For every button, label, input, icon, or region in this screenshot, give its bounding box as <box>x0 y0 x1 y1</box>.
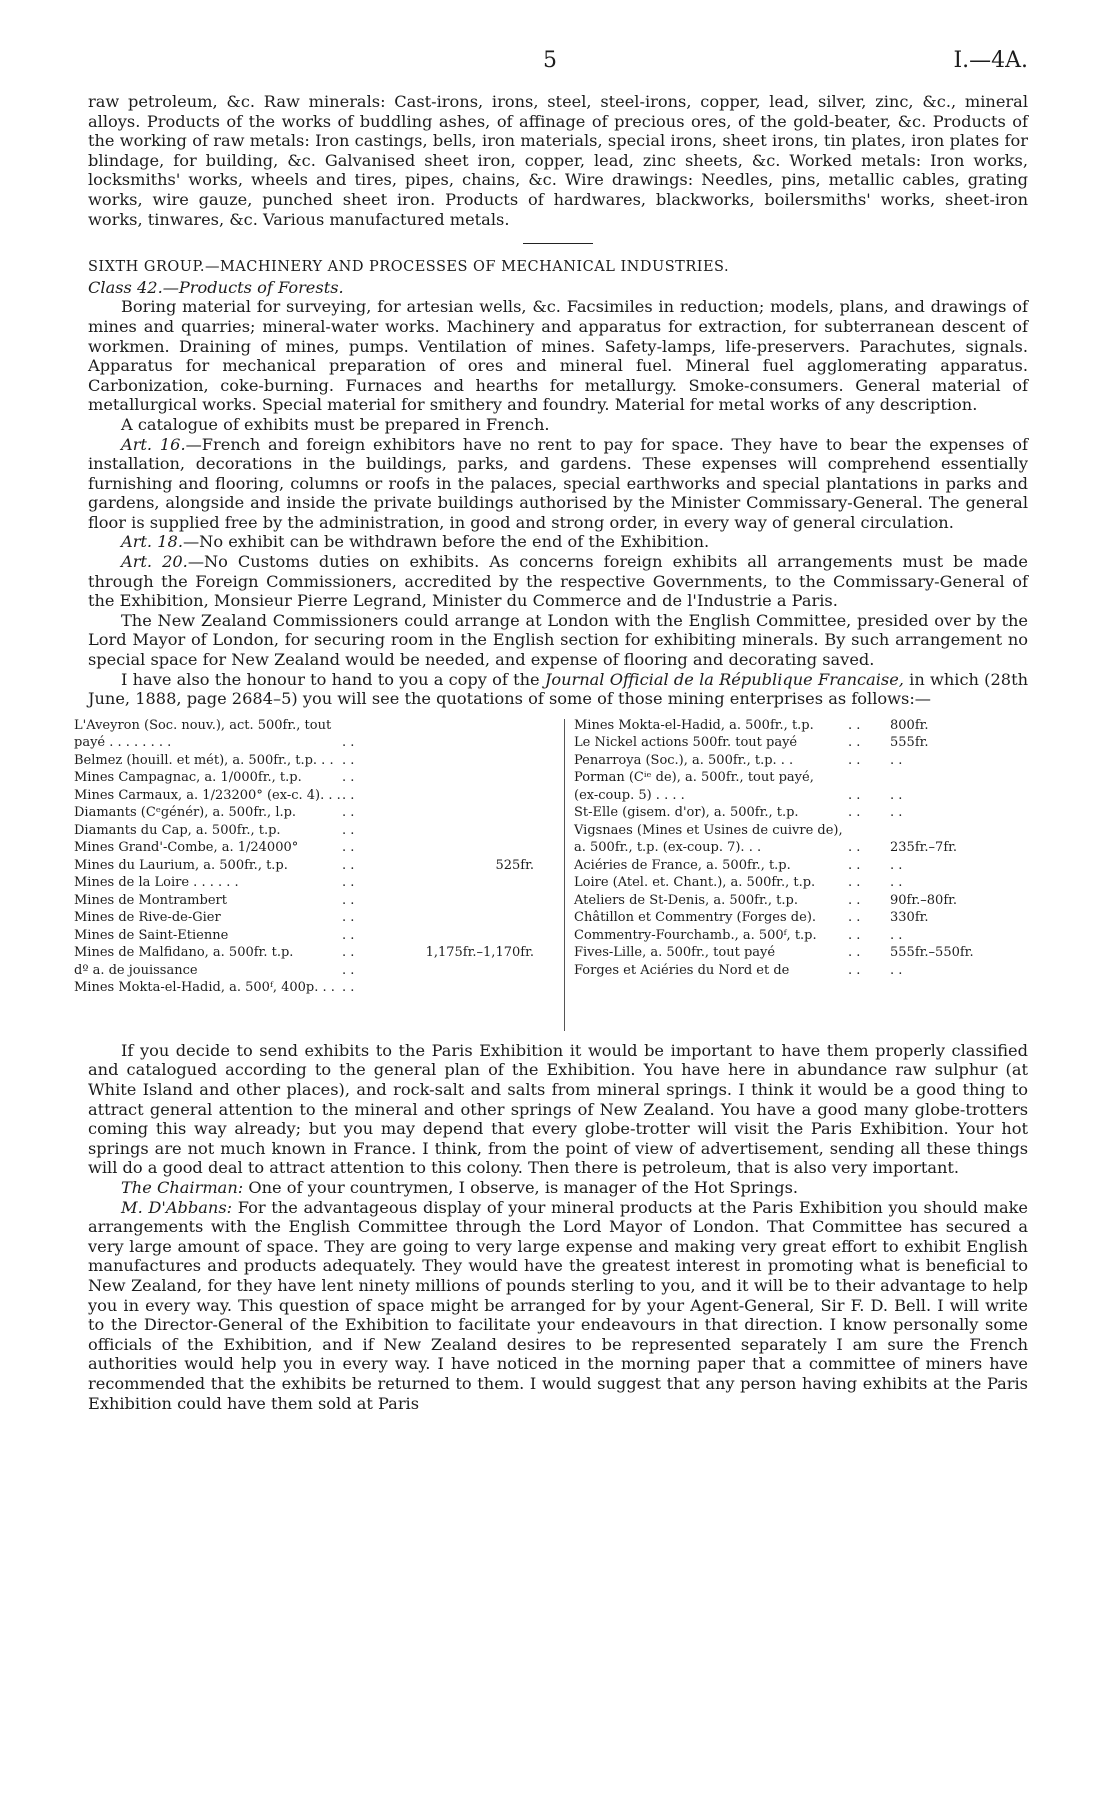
group-heading: SIXTH GROUP.—MACHINERY AND PROCESSES OF MECHANICAL INDUSTRIES. <box>88 259 730 276</box>
quotation-row <box>74 769 534 787</box>
quotation-row <box>574 839 1056 857</box>
quotation-row <box>74 717 534 735</box>
quoted-price: . . <box>890 857 903 873</box>
paragraph-dabbans <box>88 1198 1028 1414</box>
column-divider <box>564 719 565 1031</box>
speaker-label: M. D'Abbans: <box>121 1197 233 1217</box>
quotation-row <box>74 927 534 945</box>
company-name: L'Aveyron (Soc. nouv.), act. 500fr., tout <box>74 717 332 733</box>
paragraph-raw-minerals: raw petroleum, &c. Raw minerals: Cast-irons, irons, steel, steel-irons, copper, lead, silver, zinc, &c., mineral alloys. Products of the works of buddling ashes, of affinage of precious ores, of the gold-beater, &c. Products of the working of raw metals: Iron castings, bells, iron materials, special irons, sheet irons, tin plates, iron plates for blindage, for building, &c. Galvanised sheet iron, copper, lead, zinc sheets, &c. Worked metals: Iron works, locksmiths' works, wheels and tires, pipes, chains, &c. Wire drawings: Needles, pins, metallic cables, grating works, wire gauze, punched sheet iron. Products of hardwares, blackworks, boilersmiths' works, sheet-iron works, tinwares, &c. Various manufactured metals. <box>88 92 1028 229</box>
article-label: Art. 16. <box>121 434 186 454</box>
leader-dots: . . <box>342 787 355 803</box>
leader-dots: . . <box>342 980 355 996</box>
paragraph-art-16 <box>88 435 1028 533</box>
quoted-price: 90fr.–80fr. <box>890 892 958 908</box>
quotation-row <box>574 944 1056 962</box>
quotation-row <box>74 839 534 857</box>
quotation-row <box>74 944 534 962</box>
leader-dots: . . <box>342 927 355 943</box>
quoted-price: . . <box>890 875 903 891</box>
leader-dots: . . <box>342 945 355 961</box>
company-name: Aciéries de France, a. 500fr., t.p. <box>574 857 791 873</box>
class-heading: Class 42.—Products of Forests. <box>88 277 344 297</box>
quoted-price: . . <box>890 787 903 803</box>
company-name: Mines Grand'-Combe, a. 1/24000° <box>74 840 299 856</box>
document-reference: I.—4A. <box>953 48 1028 73</box>
quotation-row <box>574 857 1056 875</box>
article-text: —No Customs duties on exhibits. As concerns foreign exhibits all arrangements must be made through the Foreign Commissioners, accredited by the respective Governments, to the Commissary-General of the Exhibition, Monsieur Pierre Legrand, Minister du Commerce and de l'Industrie a Paris. <box>88 552 1028 611</box>
company-name: Commentry-Fourchamb., a. 500ᶠ, t.p. <box>574 927 817 943</box>
company-name: Mines du Laurium, a. 500fr., t.p. <box>74 857 288 873</box>
company-name: Mines de Montrambert <box>74 892 227 908</box>
paragraph-machinery: Boring material for surveying, for artesian wells, &c. Facsimiles in reduction; models, plans, and drawings of mines and quarries; mineral-water works. Machinery and apparatus for extraction, for subterranean descent of workmen. Draining of mines, pumps. Ventilation of mines. Safety-lamps, life-preservers. Parachutes, signals. Apparatus for mechanical preparation of ores and mineral fuel. Mineral fuel agglomerating apparatus. Carbonization, coke-burning. Furnaces and hearths for metallurgy. Smoke-consumers. General material of metallurgical works. Special material for smithery and foundry. Material for metal works of any description. <box>88 297 1028 415</box>
quotation-row <box>574 787 1056 805</box>
leader-dots: . . <box>342 857 355 873</box>
leader-dots: . . <box>342 770 355 786</box>
paragraph-exhibits-advice: If you decide to send exhibits to the Paris Exhibition it would be important to have them properly classified and catalogued according to the general plan of the Exhibition. You have here in abundance raw sulphur (at White Island and other places), and rock-salt and salts from mineral springs. I think it would be a good thing to attract general attention to the mineral and other springs of New Zealand. You have a good many globe-trotters coming this way already; but you may depend that every globe-trotter will visit the Paris Exhibition. Your hot springs are not much known in France. I think, from the point of view of advertisement, sending all these things will do a good deal to attract attention to this colony. Then there is petroleum, that is also very important. <box>88 1040 1028 1178</box>
leader-dots: . . <box>848 945 861 961</box>
leader-dots: . . <box>342 752 355 768</box>
leader-dots: . . <box>848 805 861 821</box>
company-name: Mines Campagnac, a. 1/000fr., t.p. <box>74 770 302 786</box>
quoted-price: 800fr. <box>890 717 929 733</box>
company-name: payé . . . . . . . . <box>74 735 172 751</box>
leader-dots: . . <box>848 962 861 978</box>
leader-dots: . . <box>848 717 861 733</box>
leader-dots: . . <box>848 857 861 873</box>
journal-intro: I have also the honour to hand to you a copy of the <box>121 669 545 689</box>
quotation-row <box>74 962 534 980</box>
quotation-row <box>74 909 534 927</box>
company-name: dº a. de jouissance <box>74 962 198 978</box>
speaker-text: One of your countrymen, I observe, is manager of the Hot Springs. <box>243 1177 799 1197</box>
quotation-row <box>74 857 534 875</box>
speaker-text: For the advantageous display of your mineral products at the Paris Exhibition you should make arrangements with the English Committee through the Lord Mayor of London. That Committee has secured a very large amount of space. They are going to very large expense and making very great effort to exhibit English manufactures and products adequately. They would have the greatest interest in promoting what is beneficial to New Zealand, for they have lent ninety millions of pounds sterling to you, and it will be to their advantage to help you in every way. This question of space might be arranged for by your Agent-General, Sir F. D. Bell. I will write to the Director-General of the Exhibition to facilitate your endeavours in that direction. I know personally some officials of the Exhibition, and if New Zealand desires to be represented separately I am sure the French authorities would help you in every way. I have noticed in the morning paper that a committee of miners have recommended that the exhibits be returned to them. I would suggest that any person having exhibits at the Paris Exhibition could have them sold at Paris <box>88 1197 1028 1413</box>
paragraph-chairman <box>88 1178 1028 1198</box>
quotation-row <box>574 717 1056 735</box>
leader-dots: . . <box>342 840 355 856</box>
leader-dots: . . <box>342 805 355 821</box>
company-name: Ateliers de St-Denis, a. 500fr., t.p. <box>574 892 798 908</box>
quotation-row <box>74 822 534 840</box>
quotation-row <box>574 734 1056 752</box>
company-name: Mines Mokta-el-Hadid, a. 500ᶠ, 400p. . . <box>74 980 335 996</box>
leader-dots: . . <box>848 735 861 751</box>
company-name: Loire (Atel. et. Chant.), a. 500fr., t.p. <box>574 875 816 891</box>
quotation-row <box>74 752 534 770</box>
quoted-price: 1,175fr.–1,170fr. <box>425 945 534 961</box>
journal-rest: in which (28th June, 1888, page 2684–5) you will see the quotations of some of those mining enterprises as follows:— <box>88 669 1029 709</box>
quotations-left-column <box>74 717 534 997</box>
page-header <box>0 48 1114 78</box>
company-name: (ex-coup. 5) . . . . <box>574 787 685 803</box>
company-name: St-Elle (gisem. d'or), a. 500fr., t.p. <box>574 805 799 821</box>
quotation-row <box>74 979 534 997</box>
company-name: Châtillon et Commentry (Forges de). <box>574 910 817 926</box>
company-name: Penarroya (Soc.), a. 500fr., t.p. . . <box>574 752 794 768</box>
article-text: —French and foreign exhibitors have no rent to pay for space. They have to bear the expenses of installation, decorations in the buildings, parks, and gardens. These expenses will comprehend essentially furnishing and flooring, columns or roofs in the palaces, special earthworks and special plantations in parks and gardens, alongside and inside the private buildings authorised by the Minister Commissary-General. The general floor is supplied free by the administration, in good and strong order, in every way of general circulation. <box>88 434 1028 532</box>
quotation-row <box>574 752 1056 770</box>
quotation-row <box>574 804 1056 822</box>
quotations-right-column <box>574 717 1056 980</box>
company-name: Belmez (houill. et mét), a. 500fr., t.p. . . <box>74 752 334 768</box>
leader-dots: . . <box>848 910 861 926</box>
paragraph-nz-commissioners: The New Zealand Commissioners could arrange at London with the English Committee, presided over by the Lord Mayor of London, for securing room in the English section for exhibiting minerals. By such arrangement no special space for New Zealand would be needed, and expense of flooring and decorating saved. <box>88 610 1028 670</box>
quotation-row <box>574 927 1056 945</box>
quoted-price: 525fr. <box>495 857 534 873</box>
leader-dots: . . <box>848 752 861 768</box>
paragraph-art-20 <box>88 552 1028 611</box>
article-label: Art. 20. <box>121 552 188 572</box>
company-name: Mines de Rive-de-Gier <box>74 910 221 926</box>
leader-dots: . . <box>848 787 861 803</box>
leader-dots: . . <box>342 875 355 891</box>
quotation-row <box>574 822 1056 840</box>
paragraph-art-18 <box>88 532 1028 552</box>
body-text <box>74 92 1029 1413</box>
leader-dots: . . <box>848 892 861 908</box>
quoted-price: . . <box>890 752 903 768</box>
company-name: a. 500fr., t.p. (ex-coup. 7). . . <box>574 840 762 856</box>
quotations-table <box>74 717 1028 1035</box>
company-name: Forges et Aciéries du Nord et de <box>574 962 790 978</box>
company-name: Mines de Malfidano, a. 500fr. t.p. <box>74 945 294 961</box>
journal-title: Journal Official de la République Francaise, <box>544 669 904 689</box>
company-name: Diamants du Cap, a. 500fr., t.p. <box>74 822 281 838</box>
company-name: Diamants (Cᵉgénér), a. 500fr., l.p. <box>74 805 297 821</box>
quoted-price: 555fr.–550fr. <box>890 945 974 961</box>
company-name: Mines de la Loire . . . . . . <box>74 875 239 891</box>
quoted-price: 235fr.–7fr. <box>890 840 958 856</box>
quoted-price: . . <box>890 805 903 821</box>
quotation-row <box>574 909 1056 927</box>
company-name: Mines de Saint-Etienne <box>74 927 229 943</box>
company-name: Vigsnaes (Mines et Usines de cuivre de), <box>574 822 843 838</box>
quoted-price: . . <box>890 962 903 978</box>
leader-dots: . . <box>342 735 355 751</box>
leader-dots: . . <box>342 962 355 978</box>
quoted-price: 330fr. <box>890 910 929 926</box>
company-name: Mines Carmaux, a. 1/23200° (ex-c. 4). . . <box>74 787 341 803</box>
paragraph-catalogue: A catalogue of exhibits must be prepared in French. <box>121 414 550 434</box>
quotation-row <box>574 874 1056 892</box>
quoted-price: 555fr. <box>890 735 929 751</box>
company-name: Mines Mokta-el-Hadid, a. 500fr., t.p. <box>574 717 814 733</box>
leader-dots: . . <box>848 875 861 891</box>
quotation-row <box>574 892 1056 910</box>
leader-dots: . . <box>342 910 355 926</box>
company-name: Fives-Lille, a. 500fr., tout payé <box>574 945 776 961</box>
quotation-row <box>74 874 534 892</box>
company-name: Porman (Cⁱᵉ de), a. 500fr., tout payé, <box>574 770 814 786</box>
paragraph-journal <box>88 670 1028 709</box>
article-text: —No exhibit can be withdrawn before the end of the Exhibition. <box>182 532 710 552</box>
quotation-row <box>574 769 1056 787</box>
leader-dots: . . <box>848 927 861 943</box>
quoted-price: . . <box>890 927 903 943</box>
quotation-row <box>74 804 534 822</box>
section-divider <box>523 243 593 244</box>
company-name: Le Nickel actions 500fr. tout payé <box>574 735 798 751</box>
leader-dots: . . <box>342 822 355 838</box>
quotation-row <box>74 734 534 752</box>
leader-dots: . . <box>848 840 861 856</box>
page-number: 5 <box>543 48 557 73</box>
quotation-row <box>74 892 534 910</box>
speaker-label: The Chairman: <box>121 1177 244 1197</box>
article-label: Art. 18. <box>121 532 183 552</box>
quotation-row <box>74 787 534 805</box>
leader-dots: . . <box>342 892 355 908</box>
quotation-row <box>574 962 1056 980</box>
